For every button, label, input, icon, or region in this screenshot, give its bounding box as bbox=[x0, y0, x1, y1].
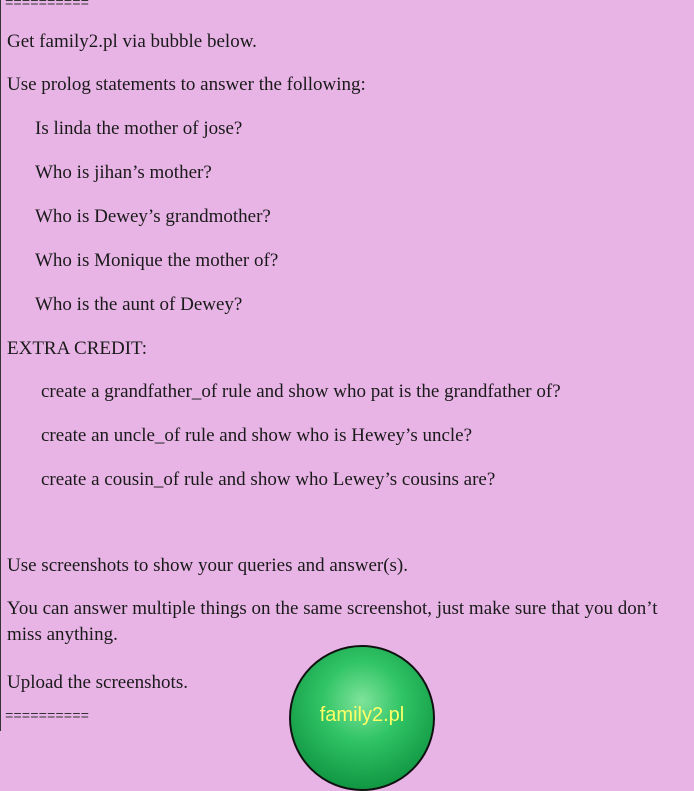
intro-text: Get family2.pl via bubble below. bbox=[7, 31, 257, 52]
extra-credit-2: create an uncle_of rule and show who is Hewey’s uncle? bbox=[41, 425, 473, 446]
instruction-text: Use prolog statements to answer the following: bbox=[7, 74, 366, 95]
question-3: Who is Dewey’s grandmother? bbox=[35, 206, 271, 227]
upload-note: Upload the screenshots. bbox=[7, 672, 188, 693]
multiple-note: You can answer multiple things on the same screenshot, just make sure that you don’t miss anything. bbox=[7, 598, 658, 645]
screenshots-note: Use screenshots to show your queries and answer(s). bbox=[7, 555, 409, 576]
question-5: Who is the aunt of Dewey? bbox=[35, 294, 243, 315]
extra-credit-1: create a grandfather_of rule and show who pat is the grandfather of? bbox=[41, 381, 561, 402]
separator-top: ========== bbox=[5, 0, 90, 12]
question-4: Who is Monique the mother of? bbox=[35, 250, 279, 271]
separator-bottom: ========== bbox=[5, 709, 90, 725]
bubble-label[interactable]: family2.pl bbox=[319, 704, 405, 726]
extra-credit-heading: EXTRA CREDIT: bbox=[7, 338, 147, 359]
extra-credit-3: create a cousin_of rule and show who Lewey’s cousins are? bbox=[41, 469, 496, 490]
family2-download-bubble[interactable] bbox=[289, 645, 435, 791]
question-2: Who is jihan’s mother? bbox=[35, 162, 212, 183]
question-1: Is linda the mother of jose? bbox=[35, 118, 243, 139]
